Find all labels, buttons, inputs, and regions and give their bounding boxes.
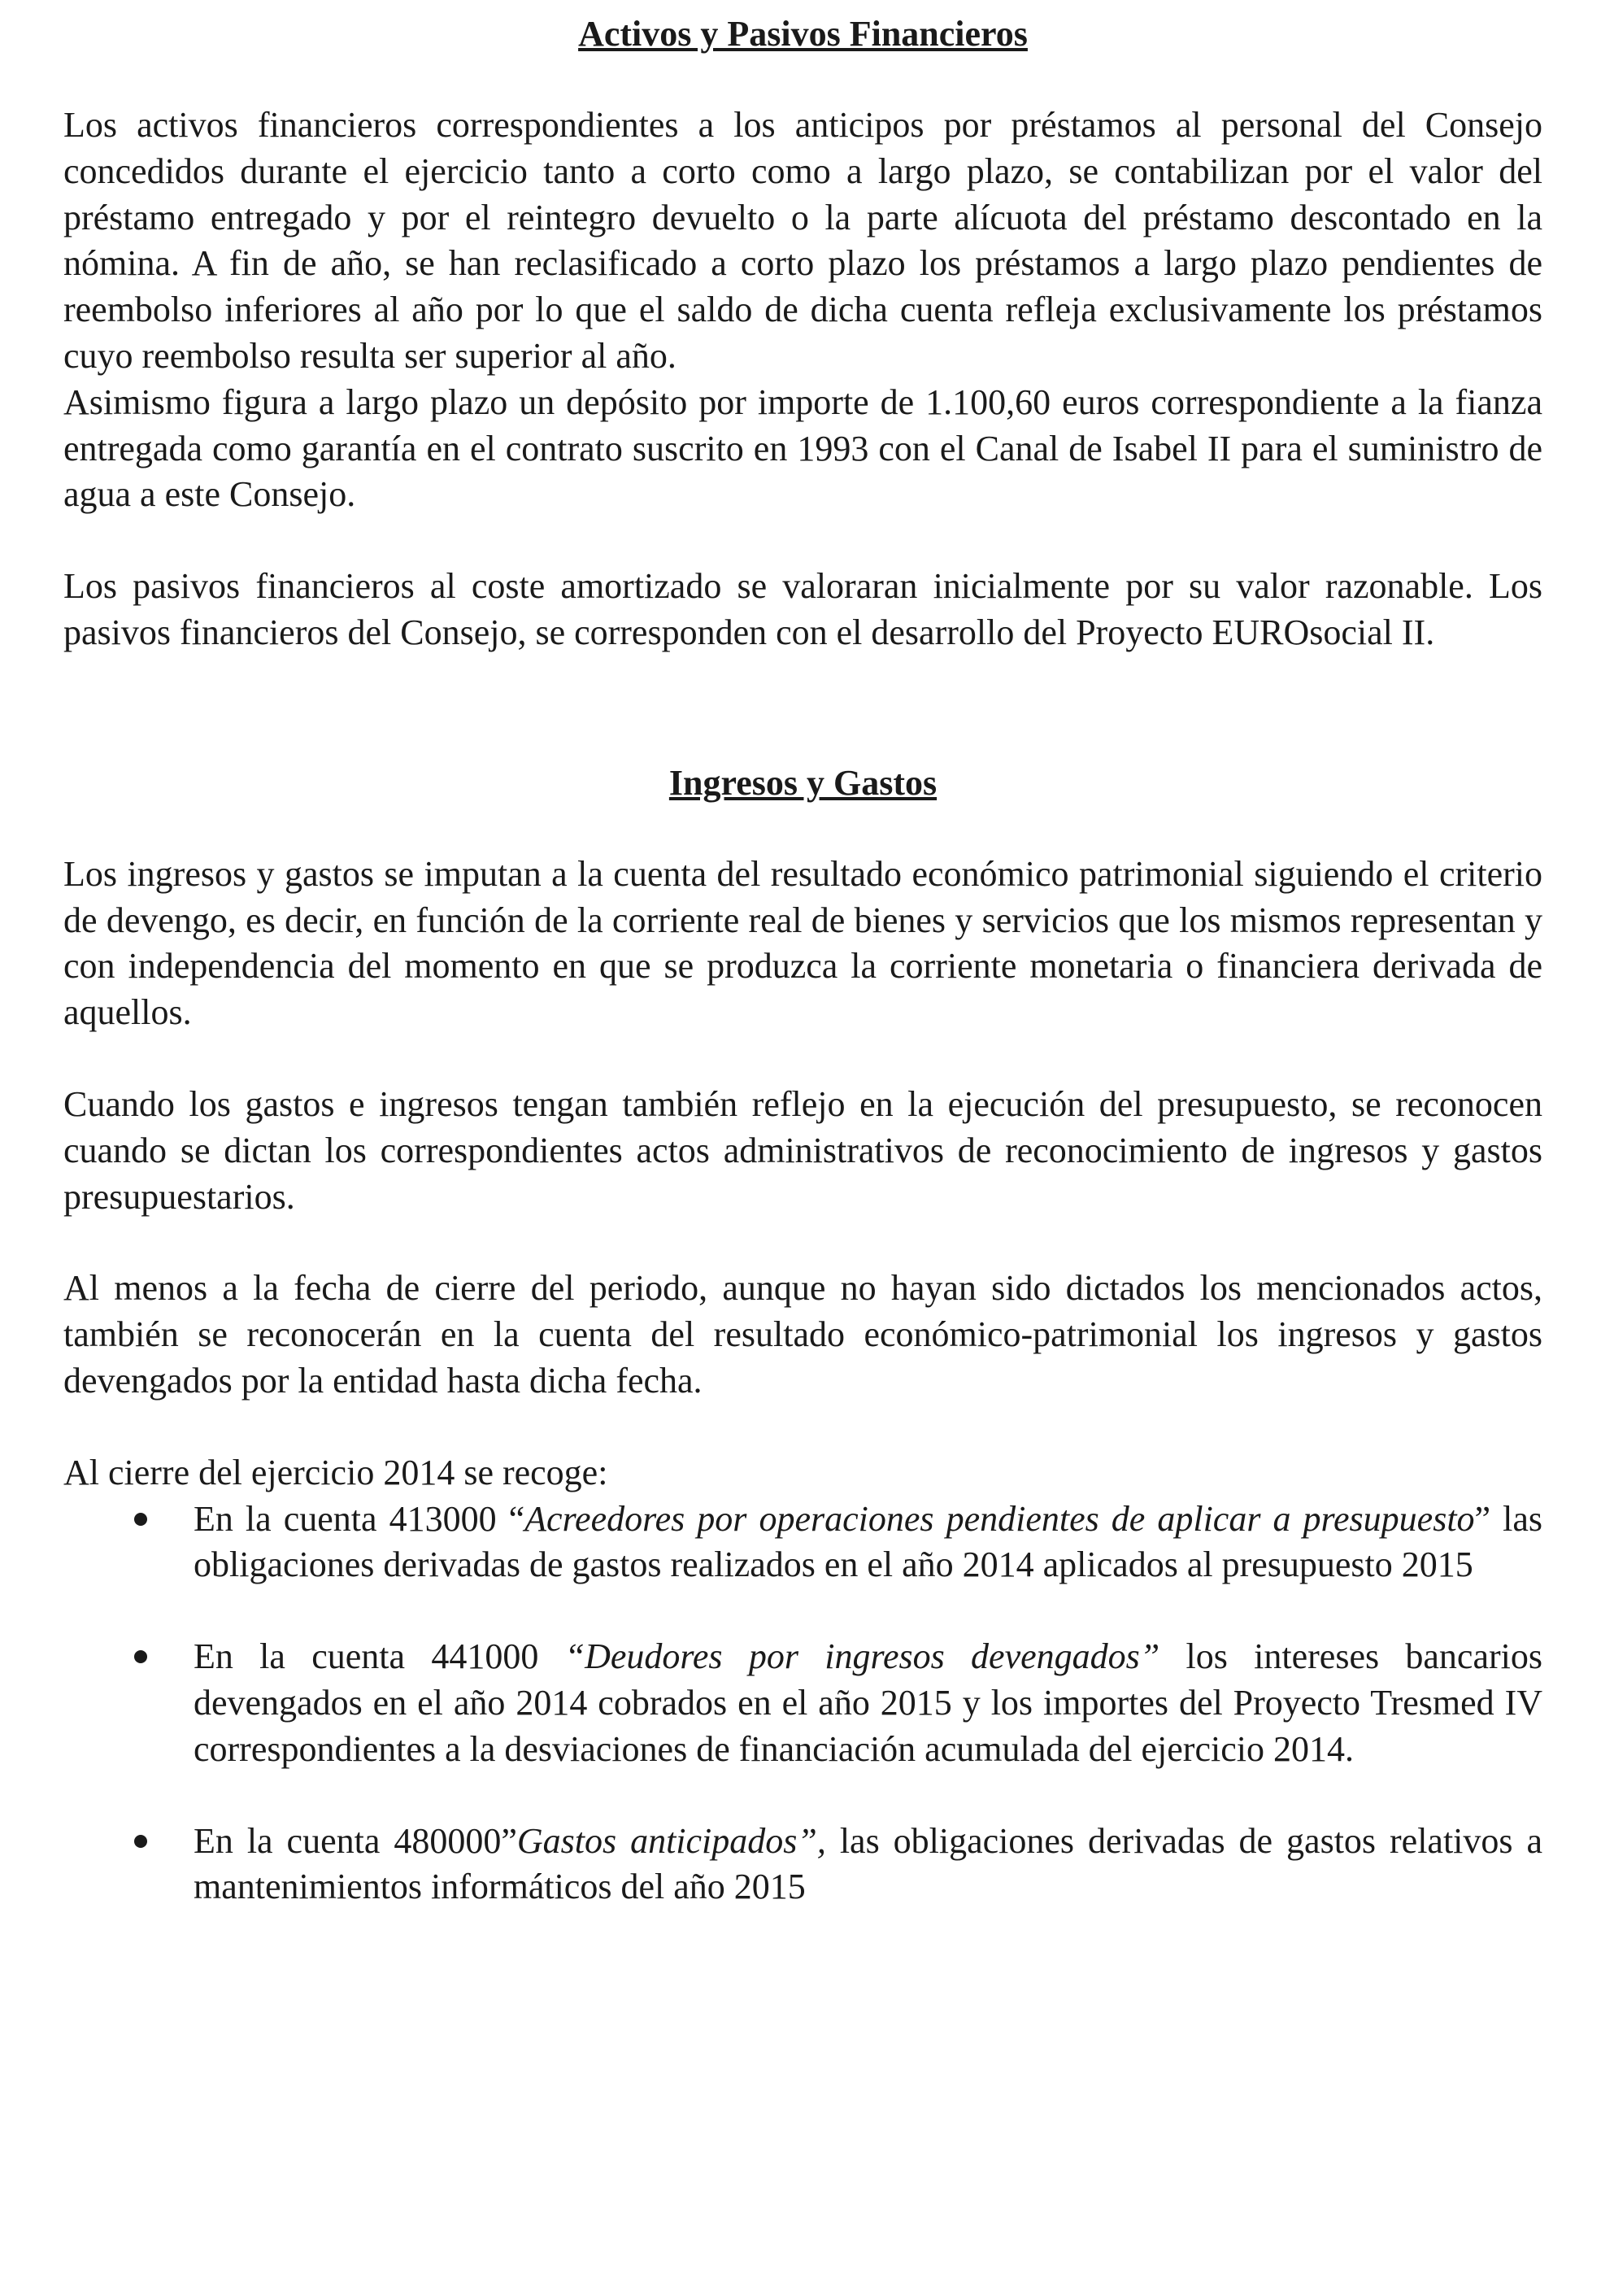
bullet-icon [134,1835,147,1848]
item-text-italic: Gastos anticipados”, [516,1820,826,1861]
paragraph-activos-financieros: Los activos financieros correspondientes a los anticipos por préstamos al personal del Consejo concedidos durante el ejercicio tanto a corto como a largo plazo, se contabilizan por el valor del préstamo entregado y por el reintegro devuelto o la parte alícuota del préstamo descontado en la nómina. A fin de año, se han reclasificado a corto plazo los préstamos a largo plazo pendientes de reembolso inferiores al año por lo que el saldo de dicha cuenta refleja exclusivamente los préstamos cuyo reembolso resulta ser superior al año. [63,105,1542,376]
paragraph-pasivos-financieros: Los pasivos financieros al coste amortizado se valoraran inicialmente por su valor razonable. Los pasivos financieros del Consejo, se corresponden con el desarrollo del Proyecto EUROsocial II. [63,566,1542,652]
item-text-post: las obligaciones derivadas de gastos relativos a mantenimientos informáticos del año 2015 [194,1820,1543,1907]
document-page [63,0,1542,1910]
paragraph-cierre-ejercicio: Al cierre del ejercicio 2014 se recoge: [63,1452,608,1492]
list-item-cuenta-441000 [63,1634,1542,1772]
bullet-icon [134,1513,147,1526]
paragraph-reflejo-presupuesto: Cuando los gastos e ingresos tengan también reflejo en la ejecución del presupuesto, se reconocen cuando se dictan los correspondientes actos administrativos de reconocimiento de ingresos y gastos presupuestarios. [63,1083,1542,1217]
paragraph-deposito-fianza: Asimismo figura a largo plazo un depósito por importe de 1.100,60 euros correspondiente a la fianza entregada como garantía en el contrato suscrito en 1993 con el Canal de Isabel II para el suministro de agua a este Consejo. [63,381,1542,515]
paragraph-cierre-periodo: Al menos a la fecha de cierre del periodo, aunque no hayan sido dictados los mencionados actos, también se reconocerán en la cuenta del resultado económico-patrimonial los ingresos y gastos devengados por la entidad hasta dicha fecha. [63,1268,1542,1401]
section-title-ingresos-gastos: Ingresos y Gastos [668,762,938,803]
list-item-cuenta-413000 [63,1497,1542,1589]
item-text-italic: Acreedores por operaciones pendientes de aplicar a presupuesto [524,1498,1475,1539]
paragraph-criterio-devengo: Los ingresos y gastos se imputan a la cuenta del resultado económico patrimonial siguiendo el criterio de devengo, es decir, en función de la corriente real de bienes y servicios que los mismos representan y con independencia del momento en que se produzca la corriente monetaria o financiera derivada de aquellos. [63,853,1542,1033]
account-list [63,1497,1542,1911]
item-text-pre: En la cuenta 480000” [194,1820,517,1861]
item-text-pre: En la cuenta 413000 “ [194,1498,525,1539]
list-item-cuenta-480000 [63,1819,1542,1911]
section-title-activos-pasivos: Activos y Pasivos Financieros [578,14,1028,54]
item-text-post: los intereses bancarios devengados en el año 2014 cobrados en el año 2015 y los importes del Proyecto Tresmed IV correspondientes a la desviaciones de financiación acumulada del ejercicio 2014. [194,1636,1542,1769]
item-text-italic: “Deudores por ingresos devengados” [564,1636,1160,1677]
item-text-pre: En la cuenta 441000 [194,1636,565,1677]
bullet-icon [134,1650,147,1663]
item-text-post: ” las obligaciones derivadas de gastos realizados en el año 2014 aplicados al presupuesto 2015 [194,1498,1542,1585]
